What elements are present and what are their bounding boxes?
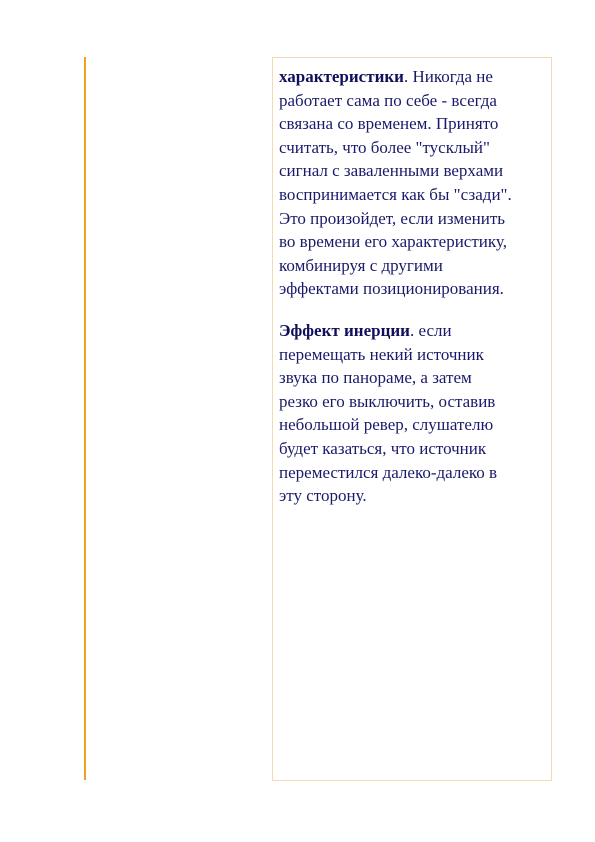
term-inertia-effect: Эффект инерции [279,320,410,340]
text-column [272,57,552,781]
paragraph-characteristics-text: . Никогда не работает сама по себе - всегда связана со временем. Принято считать, что более "тусклый" сигнал с заваленными верхами воспринимается как бы "сзади". Это произойдет, если изменить во времени его характеристику, комбинируя с другими эффектами позиционирования. [279,67,512,299]
paragraph-inertia-effect [279,319,547,508]
paragraph-inertia-effect-text: . если перемещать некий источник звука по панораме, а затем резко его выключить, оставив небольшой ревер, слушателю будет казаться, что источник переместился далеко-далеко в эту сторону. [279,320,498,506]
left-margin-rule [84,57,86,780]
term-characteristics: характеристики [279,67,404,86]
paragraph-characteristics [279,65,547,301]
